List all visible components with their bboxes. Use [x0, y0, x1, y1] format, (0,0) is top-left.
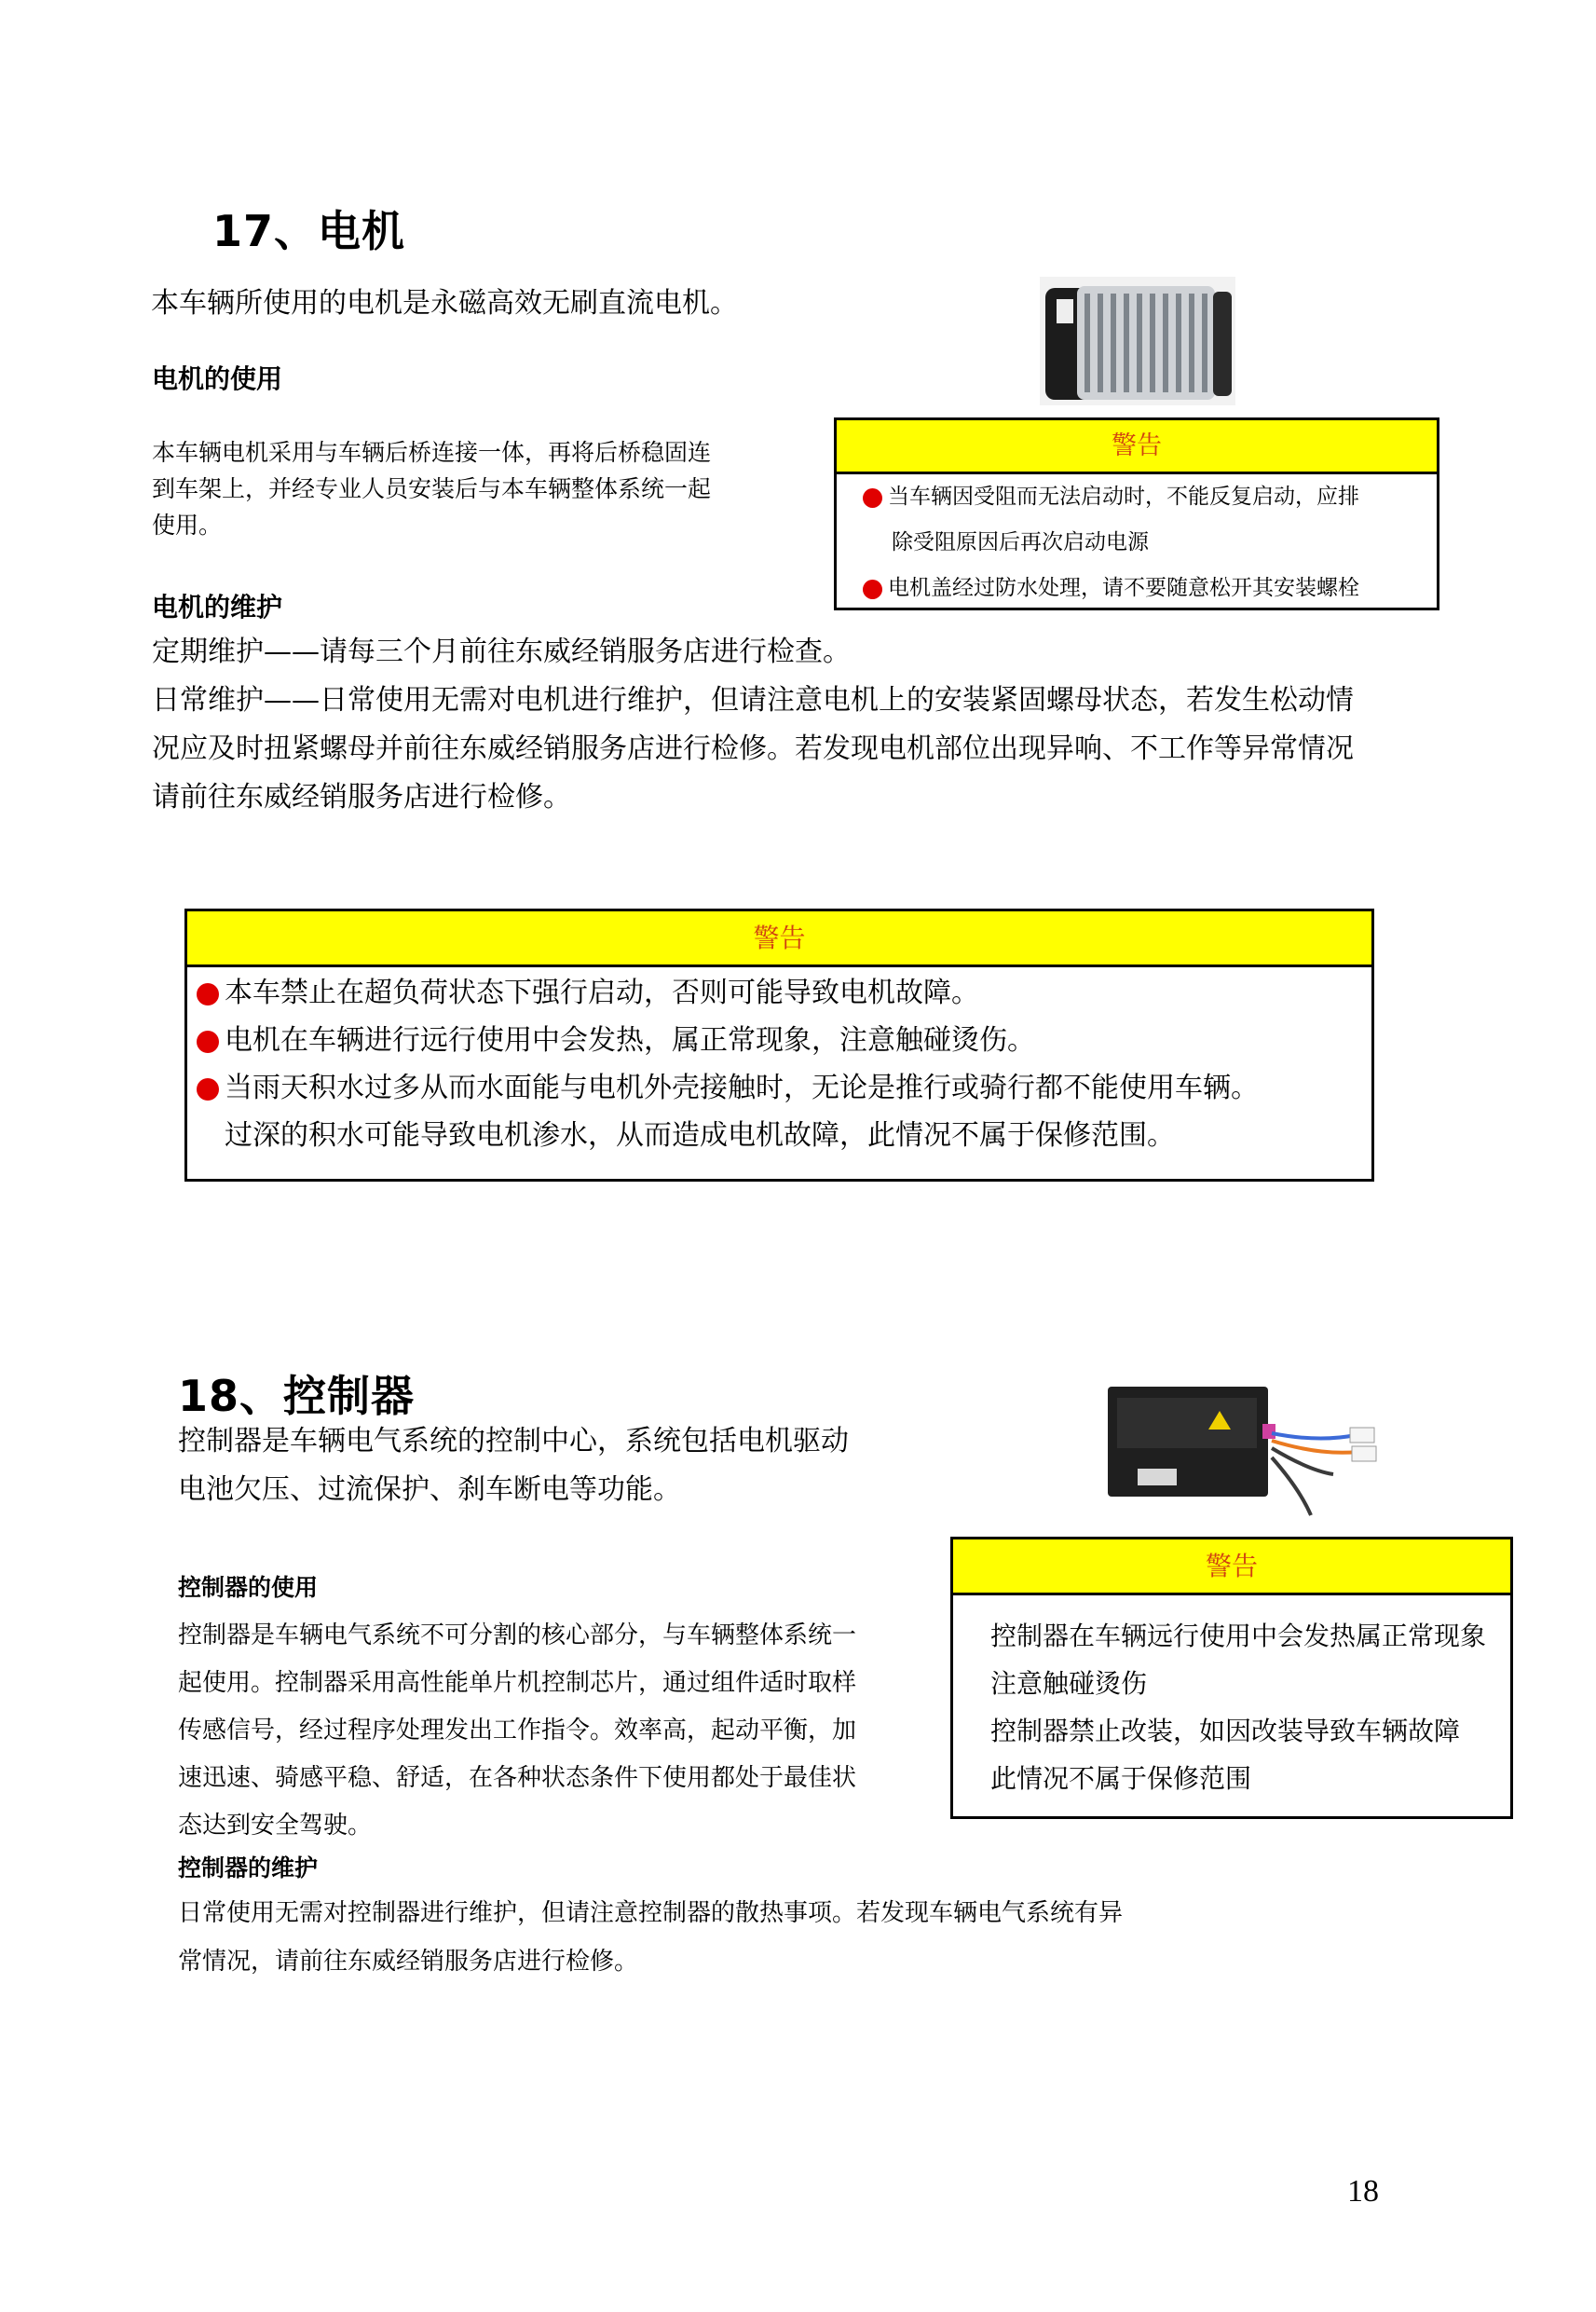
text-line: 况应及时扭紧螺母并前往东威经销服务店进行检修。若发现电机部位出现异响、不工作等异常情况 — [152, 732, 1354, 765]
section-17-title: 17、电机 — [212, 206, 406, 256]
text-line: 控制器是车辆电气系统的控制中心，系统包括电机驱动 — [178, 1425, 849, 1457]
warning-item: 当车辆因受阻而无法启动时，不能反复启动，应排 — [863, 474, 1437, 520]
red-bullet-icon — [197, 1078, 219, 1101]
text-line: 速迅速、骑感平稳、舒适，在各种状态条件下使用都处于最佳状 — [178, 1764, 857, 1792]
red-bullet-icon — [197, 1031, 219, 1053]
controller-warning-box — [950, 1537, 1513, 1819]
warning-item: 电机盖经过防水处理，请不要随意松开其安装螺栓 — [863, 566, 1437, 611]
warning-item: 过深的积水可能导致电机渗水，从而造成电机故障，此情况不属于保修范围。 — [225, 1119, 1175, 1152]
text-line: 传感信号，经过程序处理发出工作指令。效率高，起动平衡，加 — [178, 1717, 857, 1744]
warning-item: 控制器禁止改装，如因改装导致车辆故障 — [990, 1716, 1461, 1746]
warning-item: 此情况不属于保修范围 — [990, 1763, 1252, 1794]
text-line: 电池欠压、过流保护、刹车断电等功能。 — [178, 1473, 681, 1506]
page-number: 18 — [1347, 2174, 1379, 2209]
text-line: 定期维护——请每三个月前往东威经销服务店进行检查。 — [152, 636, 851, 668]
motor-image — [1040, 277, 1235, 405]
text-line: 起使用。控制器采用高性能单片机控制芯片，通过组件适时取样 — [178, 1669, 857, 1697]
motor-maint-heading: 电机的维护 — [152, 592, 283, 622]
text-line: 本车辆电机采用与车辆后桥连接一体，再将后桥稳固连 — [152, 439, 712, 466]
warning-item: 本车禁止在超负荷状态下强行启动，否则可能导致电机故障。 — [197, 969, 1371, 1017]
text-line: 常情况，请前往东威经销服务店进行检修。 — [178, 1948, 639, 1976]
warning-title: 警告 — [187, 911, 1371, 967]
warning-item: 除受阻原因后再次启动电源 — [892, 530, 1149, 554]
text-line: 请前往东威经销服务店进行检修。 — [152, 781, 571, 814]
warning-item: 当雨天积水过多从而水面能与电机外壳接触时，无论是推行或骑行都不能使用车辆。 — [197, 1064, 1371, 1112]
motor-usage-text — [152, 434, 711, 543]
warning-item: 控制器在车辆远行使用中会发热属正常现象 — [990, 1621, 1487, 1651]
controller-maint-text — [178, 1889, 1123, 1986]
warning-title: 警告 — [837, 420, 1437, 474]
red-bullet-icon — [863, 580, 882, 599]
text-line: 日常维护——日常使用无需对电机进行维护，但请注意电机上的安装紧固螺母状态，若发生松动情 — [152, 684, 1354, 717]
text-line: 态达到安全驾驶。 — [178, 1812, 373, 1840]
controller-usage-text — [178, 1612, 856, 1850]
text-line: 控制器是车辆电气系统不可分割的核心部分，与车辆整体系统一 — [178, 1621, 857, 1649]
controller-intro — [178, 1417, 849, 1514]
controller-maint-heading: 控制器的维护 — [178, 1854, 319, 1881]
warning-item: 电机在车辆进行远行使用中会发热，属正常现象，注意触碰烫伤。 — [197, 1017, 1371, 1064]
text-line: 使用。 — [152, 512, 223, 539]
warning-item: 注意触碰烫伤 — [990, 1668, 1148, 1699]
motor-maint-text — [152, 628, 1354, 822]
text-line: 到车架上，并经专业人员安装后与本车辆整体系统一起 — [152, 475, 712, 502]
motor-warning-box — [834, 417, 1439, 610]
motor-usage-heading: 电机的使用 — [152, 363, 283, 394]
red-bullet-icon — [197, 983, 219, 1006]
motor-big-warning-box — [184, 909, 1374, 1182]
warning-title: 警告 — [953, 1539, 1510, 1595]
text-line: 日常使用无需对控制器进行维护，但请注意控制器的散热事项。若发现车辆电气系统有异 — [178, 1899, 1124, 1927]
motor-intro: 本车辆所使用的电机是永磁高效无刷直流电机。 — [151, 287, 738, 320]
controller-image — [1104, 1377, 1384, 1528]
red-bullet-icon — [863, 488, 882, 508]
controller-usage-heading: 控制器的使用 — [178, 1574, 319, 1601]
section-18-title: 18、控制器 — [178, 1371, 416, 1421]
